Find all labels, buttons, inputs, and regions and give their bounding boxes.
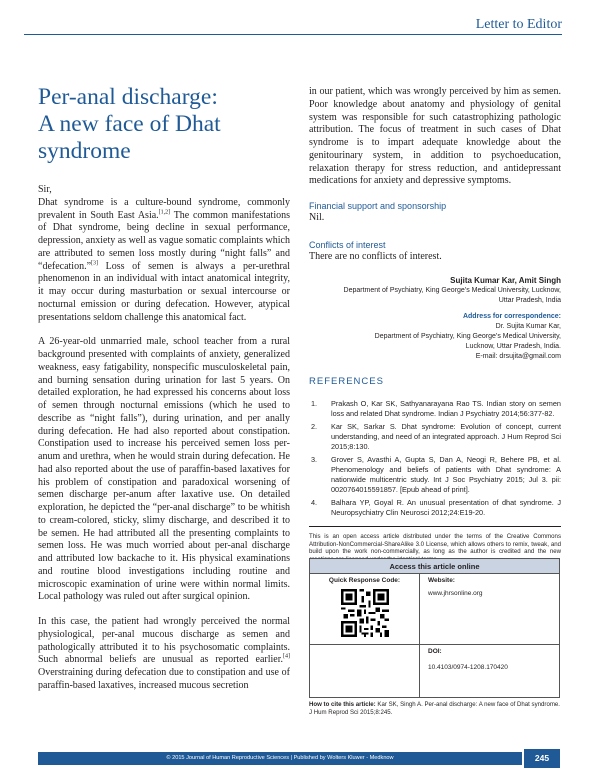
reference-item xyxy=(309,455,561,495)
author-names: Sujita Kumar Kar, Amit Singh xyxy=(450,276,561,285)
citation-ref: [1,2] xyxy=(158,209,171,216)
funding-body: Nil. xyxy=(309,212,325,223)
page-number: 245 xyxy=(524,749,560,768)
access-row-website xyxy=(310,574,559,645)
p1-text-a: Dhat syndrome is a culture-bound syndrome, commonly prevalent in South East Asia. xyxy=(38,196,290,221)
p3-text-b: Overstraining during defecation due to constipation and use of paraffin-based laxatives, increased mucous secretion xyxy=(38,667,290,691)
correspondence-line-3: Lucknow, Uttar Pradesh, India. xyxy=(465,343,561,350)
reference-number: 4. xyxy=(311,497,318,507)
section-label: Letter to Editor xyxy=(475,17,562,32)
body-paragraph-3 xyxy=(38,616,290,693)
body-paragraph-continued: in our patient, which was wrongly perceived by him as semen. Poor knowledge about anatomy and physiology of genital system was responsible for such catastrophizing pathologic attribution. The focus of treatment in such cases of Dhat syndrome is to impart adequate knowledge about the genitourinary system, in addition to psychoeducation, relaxation therapy for stress reduction, and antidepressant medications for anxiety and depressive symptoms. xyxy=(309,86,561,187)
qr-cell xyxy=(310,574,420,644)
body-paragraph-2: A 26-year-old unmarried male, school teacher from a rural background presented with complaints of anxiety, generalized weakness, easy fatigability, nonspecific musculoskeletal pain, and burning sensation during urination for last 5 years. On detailed exploration, he had expressed his concerns about loss of semen through nocturnal emissions (which he used to describe as “night falls”), during urination, and per anally during defecation. He had also reported about constipation. Constipation used to increase his perceived semen loss per-anum and urethra, when he would strain during defecation. He had also reported about the use of paraffin-based laxatives for his problem of constipation and paradoxical worsening of semen discharge per-anum after laxative use. On detailed exploration, he depicted the “per-anal discharge” to be whitish to cream-colored, sticky, slimy discharge, and described it to be semen. He had attributed all the presenting complaints to semen loss. He was much worried about per-anal discharge and attributed low backache to it. His physical examinations and routine blood investigations including routine and microscopic examination of urine were within normal limits. Local pathology was ruled out after surgical opinion. xyxy=(38,336,290,603)
article-title xyxy=(38,84,288,165)
reference-number: 3. xyxy=(311,454,318,464)
doi-cell xyxy=(420,645,559,698)
title-line-2: A new face of Dhat xyxy=(38,111,221,137)
how-to-cite xyxy=(309,701,560,717)
divider xyxy=(309,526,561,527)
title-line-1: Per-anal discharge: xyxy=(38,84,218,110)
cite-text: Kar SK, Singh A. Per-anal discharge: A new face of Dhat syndrome. J Hum Reprod Sci 2015;8:245. xyxy=(309,701,560,716)
qr-cell-continued xyxy=(310,645,420,698)
p1-text-c: Loss of semen is always a per-urethral phenomenon in an individual with intact anatomical integrity, it may occur during masturbation or sexual intercourse or nocturnal emission or during defecation. However, atypical presentations seldom challenge this anatomical fact. xyxy=(38,260,290,323)
qr-code-icon[interactable] xyxy=(341,589,389,637)
website-cell xyxy=(420,574,559,644)
funding-heading: Financial support and sponsorship xyxy=(309,201,447,211)
qr-label: Quick Response Code: xyxy=(328,577,401,584)
citation-ref: [3] xyxy=(91,260,99,267)
p1-text-b: The common manifestations of Dhat syndrome, being decline in sexual performance, depression, anxiety as well as vague somatic complaints which are attributed to semen loss mostly during “night falls” and “defecation.” xyxy=(38,209,290,272)
reference-number: 2. xyxy=(311,421,318,431)
cite-label: How to cite this article: xyxy=(309,701,376,708)
references-list xyxy=(309,399,561,518)
license-note: This is an open access article distributed under the terms of the Creative Commons Attribution-NonCommercial-ShareAlike 3.0 License, which allows others to remix, tweak, and build upon the work non-commercially, as long as the author is credited and the new xyxy=(309,532,561,556)
website-link[interactable]: www.jhrsonline.org xyxy=(428,590,483,597)
reference-text: Kar SK, Sarkar S. Dhat syndrome: Evolution of concept, current understanding, and need of an integrated approach. J Hum Reprod Sci 2015;8:130. xyxy=(331,421,561,451)
access-row-doi xyxy=(310,645,559,698)
reference-number: 1. xyxy=(311,398,318,408)
journal-footer: © 2015 Journal of Human Reproductive Sciences | Published by Wolters Kluwer - Medknow xyxy=(38,752,522,765)
title-line-3: syndrome xyxy=(38,138,131,164)
correspondence-line-1: Dr. Sujita Kumar Kar, xyxy=(495,323,561,330)
doi-label: DOI: xyxy=(428,648,442,655)
doi-link[interactable]: 10.4103/0974-1208.170420 xyxy=(428,664,508,671)
left-column xyxy=(38,184,290,705)
p3-text-a: In this case, the patient had wrongly perceived the normal physiological, per-anal mucous discharge as semen and pathologically attributed it to his psychosomatic complaints. Such abnormal beliefs are unusual as reported earlier. xyxy=(38,616,290,666)
author-block xyxy=(309,275,561,362)
author-affiliation-1: Department of Psychiatry, King George’s Medical University, Lucknow, xyxy=(343,287,561,294)
reference-text: Balhara YP, Goyal R. An unusual presentation of dhat syndrome. J Neuropsychiatry Clin Neurosci 2012;24:E19-20. xyxy=(331,497,561,517)
access-box-title: Access this article online xyxy=(310,559,559,574)
conflicts-heading: Conflicts of interest xyxy=(309,239,386,250)
access-online-box xyxy=(309,558,560,698)
correspondence-line-2: Department of Psychiatry, King George’s Medical University, xyxy=(374,333,561,340)
reference-text: Prakash O, Kar SK, Sathyanarayana Rao TS. Indian story on semen loss and related Dhat syndrome. Indian J Psychiatry 2014;56:377-82. xyxy=(331,398,561,418)
header-rule xyxy=(24,34,562,35)
author-affiliation-2: Uttar Pradesh, India xyxy=(498,297,561,304)
correspondence-email: E-mail: drsujita@gmail.com xyxy=(475,353,561,360)
salutation: Sir, xyxy=(38,184,52,195)
conflicts-body: There are no conflicts of interest. xyxy=(309,250,442,262)
right-column xyxy=(309,86,561,564)
correspondence-heading: Address for correspondence: xyxy=(462,313,561,320)
reference-text: Grover S, Avasthi A, Gupta S, Dan A, Neogi R, Behere PB, et al. Phenomenology and beliefs of patients with Dhat syndrome: A nationwide multicentric study. Int J Soc Psychiatry 2015; Jul 3. pii: 0020764015591857. [Epub ahead of print]. xyxy=(331,454,561,494)
citation-ref: [4] xyxy=(283,653,290,660)
website-label: Website: xyxy=(428,577,455,584)
references-heading: REFERENCES xyxy=(309,376,384,387)
reference-item xyxy=(309,399,561,419)
body-paragraph-1 xyxy=(38,197,290,325)
reference-item xyxy=(309,498,561,518)
reference-item xyxy=(309,422,561,452)
